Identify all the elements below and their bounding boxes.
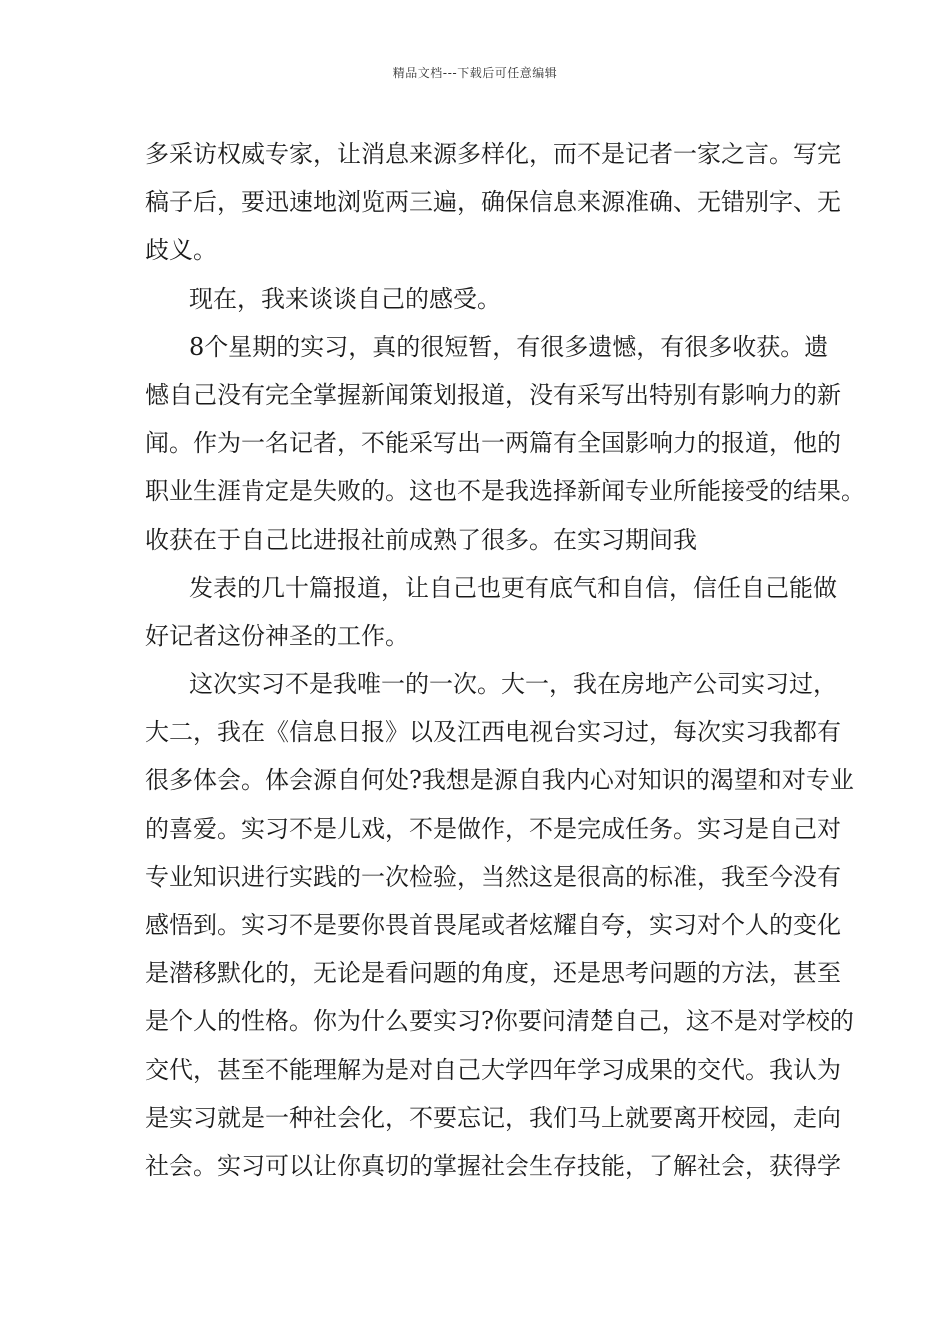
- text-line: 很多体会。体会源自何处?我想是源自我内心对知识的渴望和对专业: [145, 766, 854, 795]
- text-line: 职业生涯肯定是失败的。这也不是我选择新闻专业所能接受的结果。: [145, 477, 865, 506]
- text-line: 闻。作为一名记者，不能采写出一两篇有全国影响力的报道，他的: [145, 429, 841, 458]
- text-line: 的喜爱。实习不是儿戏，不是做作，不是完成任务。实习是自己对: [145, 814, 841, 843]
- text-line: 感悟到。实习不是要你畏首畏尾或者炫耀自夸，实习对个人的变化: [145, 911, 841, 939]
- paragraph-start-line: 现在，我来谈谈自己的感受。: [189, 284, 501, 313]
- text-line: 歧义。: [145, 236, 217, 265]
- document-body: [145, 130, 865, 1190]
- text-line: 好记者这份神圣的工作。: [145, 621, 409, 650]
- text-line: 稿子后，要迅速地浏览两三遍，确保信息来源准确、无错别字、无: [145, 188, 841, 217]
- text-line: 交代，甚至不能理解为是对自己大学四年学习成果的交代。我认为: [145, 1055, 841, 1084]
- paragraph-start-line: 这次实习不是我唯一的一次。大一，我在房地产公司实习过，: [189, 670, 837, 699]
- text-line: 收获在于自己比进报社前成熟了很多。在实习期间我: [145, 525, 697, 554]
- text-line: 多采访权威专家，让消息来源多样化，而不是记者一家之言。写完: [145, 140, 841, 168]
- text-line: 是个人的性格。你为什么要实习?你要问清楚自己，这不是对学校的: [145, 1007, 854, 1036]
- text-line: 是实习就是一种社会化，不要忘记，我们马上就要离开校园，走向: [145, 1103, 841, 1132]
- text-line: 社会。实习可以让你真切的掌握社会生存技能，了解社会，获得学: [145, 1151, 841, 1180]
- paragraph-start-line: 8个星期的实习，真的很短暂，有很多遗憾，有很多收获。遗: [189, 332, 829, 361]
- text-line: 是潜移默化的，无论是看问题的角度，还是思考问题的方法，甚至: [145, 959, 841, 988]
- text-line: 憾自己没有完全掌握新闻策划报道，没有采写出特别有影响力的新: [145, 380, 841, 409]
- page-header: 精品文档---下载后可任意编辑: [392, 66, 558, 80]
- paragraph-start-line: 发表的几十篇报道，让自己也更有底气和自信，信任自己能做: [189, 573, 837, 602]
- text-line: 大二，我在《信息日报》以及江西电视台实习过，每次实习我都有: [145, 718, 841, 747]
- text-line: 专业知识进行实践的一次检验，当然这是很高的标准，我至今没有: [145, 862, 841, 891]
